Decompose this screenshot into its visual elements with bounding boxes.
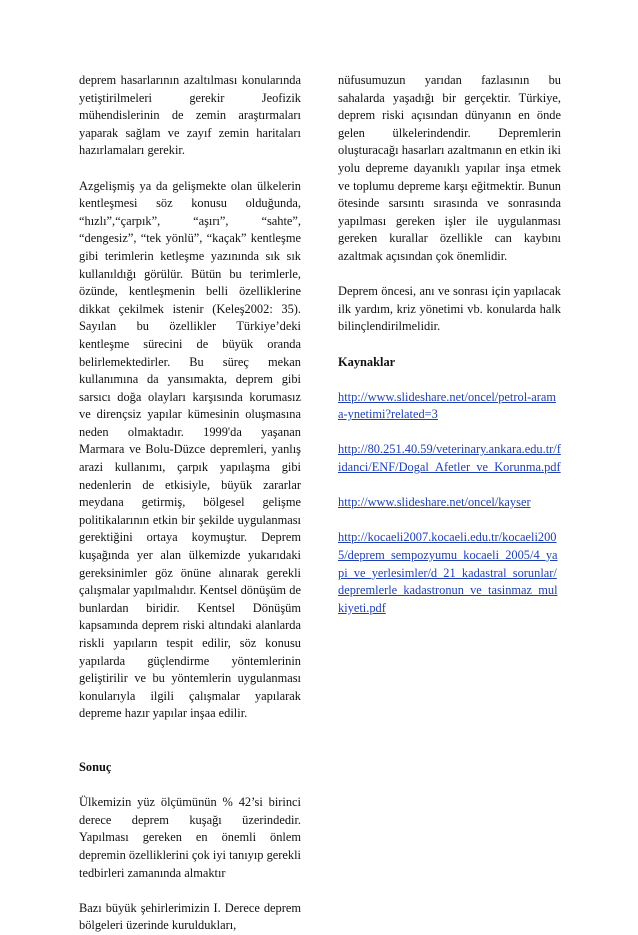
reference-link[interactable]: http://www.slideshare.net/oncel/petrol-arama-ynetimi?related=3 (338, 389, 557, 422)
right-column (338, 72, 561, 617)
reference-link[interactable]: http://kocaeli2007.kocaeli.edu.tr/kocaeli2005/deprem_sempozyumu_kocaeli_2005/4_yapi_ve_yerlesimler/d_21_kadastral_sorunlar/depremlerle_kadastronun_ve_tasinmaz_mulkiyeti.pdf (338, 530, 558, 615)
paragraph: nüfusumuzun yarıdan fazlasının bu sahalarda yaşadığı bir gerçektir. Türkiye, deprem riski açısından dünyanın en önde gelen ülkelerindendir. Depremlerin oluşturacağı hasarları azaltmanın en etkin iki yolu depreme dayanıklı yapılar inşa etmek ve toplumu depreme karşı eğitmektir. Bunun ötesinde sarsıntı sırasında ve sonrasında yapılması gereken işler ile uygulanması gereken kurallar özellikle can kaybını azaltmak açısından çok önemlidir. (338, 73, 561, 263)
reference-link[interactable]: http://80.251.40.59/veterinary.ankara.edu.tr/fidanci/ENF/Dogal_Afetler_ve_Korunma.pdf (338, 442, 561, 475)
paragraph: Azgelişmiş ya da gelişmekte olan ülkelerin kentleşmesi söz konusu olduğunda, “hızlı”,“çarpık”, “aşırı”, “sahte”, “dengesiz”, “tek yönlü”, “kaçak” kentleşme gibi terimlerin ketleşme yazınında sık sık kullanıldığı görülür. Bütün bu terimlerle, özünde, kentleşmenin belli özelliklerine dikkat çekilmek istenir (Keleş2002: 35). Sayılan bu özellikler Türkiye’deki kentleşme sürecini de büyük oranda belirlemektedirler. Bu süreç mekan kullanımına da yansımakta, deprem gibi sarsıcı doğa olayları karşısında korumasız ve dirençsiz yapılar kümesinin oluşmasına neden olmaktadır. 1999'da yaşanan Marmara ve Bolu-Düzce depremleri, yanlış arazi kullanımı, çarpık yapılaşma gibi nedenlerin de etkisiyle, büyük zararlar meydana getirmiş, bölgesel gelişme politikalarının etkin bir şekilde uygulanması gerektiğini ortaya koymuştur. Deprem kuşağında yer alan ülkemizde yukarıdaki gereksinimler göz önüne alınarak gerekli çalışmalar yapılmalıdır. Kentsel dönüşüm de bunlardan biridir. Kentsel Dönüşüm kapsamında deprem riski altındaki alanlarda riskli yapıların tespit edilir, söz konusu yapılarda güçlendirme yöntemlerinin geliştirilir ve bu yöntemlerin uygulanması konularıyla ilgili çalışmalar yapılarak depreme hazır yapılar inşaa edilir. (79, 178, 301, 721)
left-column (79, 72, 301, 935)
paragraph: Bazı büyük şehirlerimizin I. Derece deprem bölgeleri üzerinde kuruldukları, (79, 900, 301, 933)
paragraph: deprem hasarlarının azaltılması konularında yetiştirilmeleri gerekir Jeofizik mühendislerinin de zemin araştırmaları yaparak sağlam ve zayıf zemin haritaları hazırlamaları gerekir. (79, 73, 301, 158)
section-heading-sonuc: Sonuç (79, 759, 112, 774)
paragraph: Deprem öncesi, anı ve sonrası için yapılacak ilk yardım, kriz yönetimi vb. konularda halk bilinçlendirilmelidir. (338, 284, 561, 334)
paragraph: Ülkemizin yüz ölçümünün % 42’si birinci derece deprem kuşağı üzerindedir. Yapılması gereken en önemli önlem depremin özelliklerini çok iyi tanıyıp gerekli tedbirleri zamanında almaktır (79, 795, 301, 880)
section-heading-kaynaklar: Kaynaklar (338, 354, 396, 369)
reference-link[interactable]: http://www.slideshare.net/oncel/kayser (338, 495, 531, 510)
